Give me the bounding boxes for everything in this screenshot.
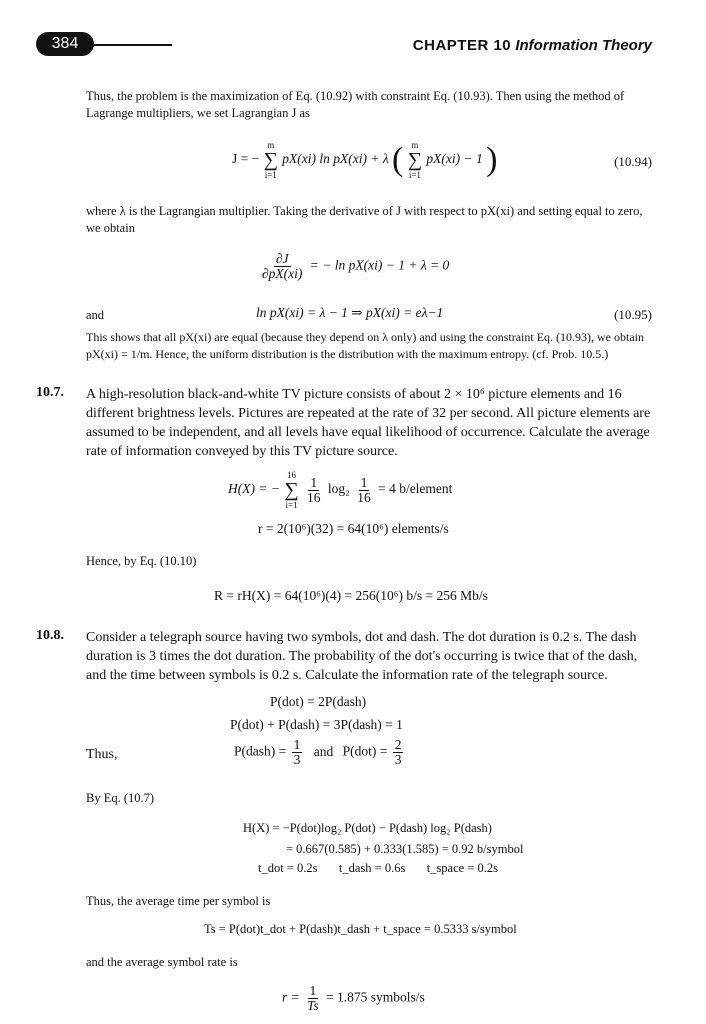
entropy-lhs: H(X) = −: [228, 481, 280, 497]
where-paragraph: [86, 203, 666, 237]
avg-time-equation: Ts = P(dot)t_dot + P(dash)t_dash + t_space = 0.5333 s/symbol: [204, 922, 517, 936]
symbol-rate-equation: [282, 984, 425, 1013]
t-dot: t_dot = 0.2s: [258, 861, 318, 875]
derivative-equation: [258, 252, 449, 281]
fraction-one-sixteenth: $\frac{1}{16}$: [357, 474, 371, 505]
entropy-rhs: = 4 b/element: [378, 481, 453, 497]
problem-10-7-line-3: assumed to be independent, and all levels have equal likelihood of occurrence. Calculate the average: [86, 425, 650, 440]
prob-dash-label: P(dash) =: [234, 743, 287, 759]
by-eq-label: By Eq. (10.7): [86, 791, 155, 805]
and-label: and: [86, 308, 105, 322]
problem-10-7-line-1: A high-resolution black-and-white TV picture consists of about 2 × 10⁶ picture elements and 16: [86, 387, 622, 402]
equation-10-94: J = − m ∑ i=1 pX(xi) ln pX(xi) + λ ( m ∑ i=1 pX(xi) − 1 ): [232, 140, 498, 180]
entropy-equation: [228, 470, 452, 510]
page-number-badge: 384: [36, 32, 94, 56]
intro-line-2: Lagrange multipliers, we set Lagrangian J as: [86, 106, 310, 120]
avg-rate-label: and the average symbol rate is: [86, 955, 238, 969]
thus-label: Thus,: [86, 747, 118, 762]
intro-paragraph: [86, 88, 666, 122]
problem-10-8-number: 10.8.: [36, 628, 64, 643]
prob-values-equation: [234, 738, 405, 767]
problem-10-7-line-4: rate of information conveyed by this TV picture source.: [86, 444, 398, 459]
eq-number-10-94: (10.94): [614, 154, 652, 169]
problem-10-8-statement: [86, 628, 666, 685]
avg-time-label: Thus, the average time per symbol is: [86, 894, 271, 908]
eq-number-10-95: (10.95): [614, 307, 652, 322]
problem-10-7-line-2: different brightness levels. Pictures are repeated at the rate of 32 per second. All picture elements are: [86, 406, 651, 421]
rate-equation: r = 2(10⁶)(32) = 64(10⁶) elements/s: [258, 521, 449, 536]
derivative-fraction: $\frac{\partial J}{\partial pX(xi)}$: [262, 251, 303, 281]
t-dash: t_dash = 0.6s: [338, 861, 406, 875]
and-word: and: [313, 743, 334, 759]
prob-dot-equation: P(dot) = 2P(dash): [270, 694, 367, 709]
header-rule: [92, 44, 172, 46]
entropy-dot-dash: H(X) = −P(dot)log₂ P(dot) − P(dash) log₂ P(dash): [243, 821, 492, 835]
eq-10-94-inner-term: pX(xi) − 1: [426, 151, 483, 167]
entropy-value: = 0.667(0.585) + 0.333(1.585) = 0.92 b/symbol: [286, 842, 524, 856]
prob-sum-equation: P(dot) + P(dash) = 3P(dash) = 1: [230, 717, 403, 732]
eq-10-94-lhs: J = −: [232, 151, 260, 167]
fraction-one-third: $\frac{1}{3}$: [293, 737, 301, 767]
equation-10-95: ln pX(xi) = λ − 1 ⇒ pX(xi) = eλ−1: [256, 305, 444, 320]
problem-10-8-line-2: duration is 3 times the dot duration. The probability of the dot's occurring is twice that of the dash,: [86, 649, 638, 664]
prob-dot-label: P(dot) =: [342, 743, 388, 759]
summation-symbol-inner: m ∑ i=1: [407, 140, 423, 180]
hence-label: Hence, by Eq. (10.10): [86, 554, 197, 568]
info-rate-equation: R = rH(X) = 64(10⁶)(4) = 256(10⁶) b/s = 256 Mb/s: [214, 588, 488, 603]
symbol-rate-rhs: = 1.875 symbols/s: [326, 989, 425, 1005]
where-line-1: where λ is the Lagrangian multiplier. Taking the derivative of J with respect to pX(xi) and setting equal to zero,: [86, 204, 643, 218]
where-line-2: we obtain: [86, 221, 135, 235]
problem-10-8-line-3: and the time between symbols is 0.2 s. Calculate the information rate of the telegraph source.: [86, 668, 608, 683]
shows-line-1: This shows that all pX(xi) are equal (because they depend on λ only) and using the constraint Eq. (10.93), we obtain: [86, 330, 645, 344]
durations-row: [258, 861, 498, 876]
problem-10-8-line-1: Consider a telegraph source having two symbols, dot and dash. The dot duration is 0.2 s. The dash: [86, 630, 637, 645]
chapter-title: Information Theory: [515, 37, 652, 54]
derivative-rhs: = − ln pX(xi) − 1 + λ = 0: [309, 257, 450, 273]
chapter-label: CHAPTER 10: [412, 37, 512, 54]
problem-10-7-statement: [86, 385, 666, 461]
t-space: t_space = 0.2s: [426, 861, 498, 875]
fraction-one-sixteenth: $\frac{1}{16}$: [306, 474, 321, 505]
summation-symbol: 16 ∑ i=1: [284, 470, 299, 510]
eq-10-94-term: pX(xi) ln pX(xi) + λ: [282, 151, 389, 167]
summation-symbol: m ∑ i=1: [263, 140, 278, 180]
symbol-rate-fraction: $\frac{1}{Ts}$: [307, 983, 319, 1013]
fraction-two-thirds: $\frac{2}{3}$: [394, 737, 402, 767]
shows-line-2: pX(xi) = 1/m. Hence, the uniform distribution is the distribution with the maximum entropy. (cf. Prob. 10.5.): [86, 347, 609, 361]
symbol-rate-lhs: r =: [282, 989, 300, 1005]
problem-10-7-number: 10.7.: [36, 385, 64, 400]
shows-paragraph: [86, 329, 676, 363]
log-base-2: log₂: [327, 481, 350, 497]
intro-line-1: Thus, the problem is the maximization of Eq. (10.92) with constraint Eq. (10.93). Then using the method of: [86, 89, 625, 103]
chapter-header: [413, 37, 652, 54]
